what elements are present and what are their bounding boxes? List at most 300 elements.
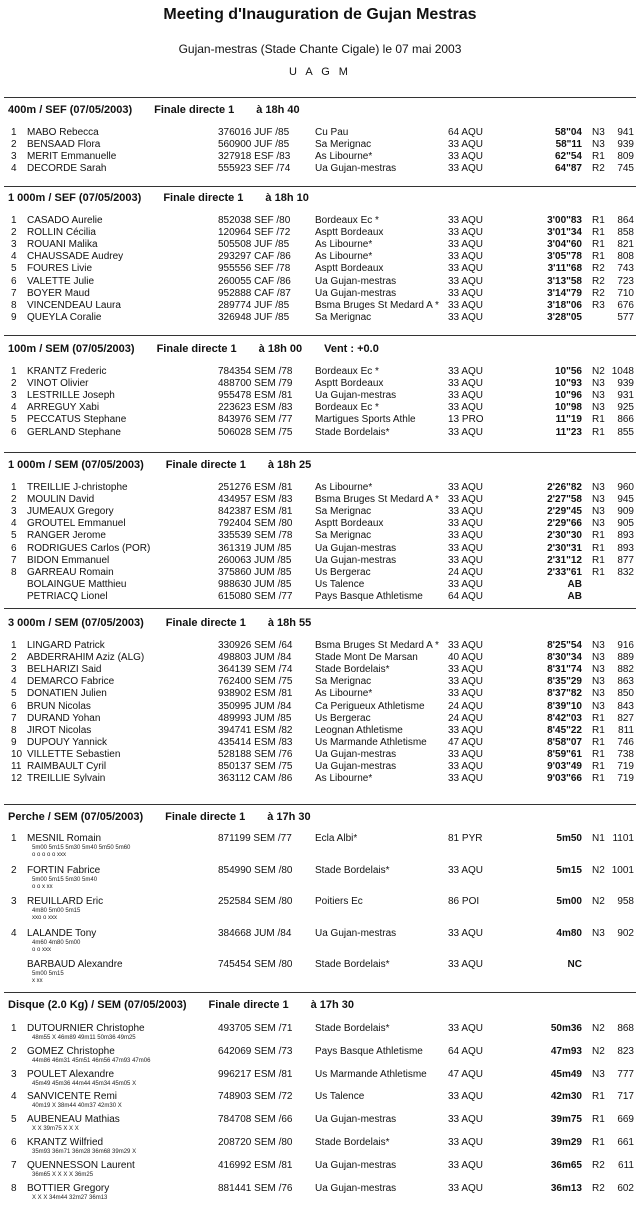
result-name: ARREGUY Xabi [27, 402, 100, 414]
result-name: GARREAU Romain [27, 566, 114, 578]
result-niv: N3 [592, 700, 605, 712]
result-license: 498803 JUM /84 [218, 652, 292, 664]
result-name: AUBENEAU Mathias [27, 1114, 120, 1126]
result-row [0, 414, 640, 426]
attempts-line: x xx [32, 978, 43, 984]
result-niv: N3 [592, 402, 605, 414]
result-license: 784708 SEM /66 [218, 1114, 293, 1126]
result-dept: 33 AQU [448, 578, 484, 590]
result-pts: 717 [617, 1091, 634, 1103]
result-row [0, 300, 640, 312]
result-row [0, 366, 640, 378]
result-perf: 58"11 [555, 139, 582, 151]
result-license: 843976 SEM /77 [218, 414, 293, 426]
result-name: REUILLARD Eric [27, 896, 104, 907]
result-pts: 743 [617, 263, 634, 275]
meeting-venue-date: Gujan-mestras (Stade Chante Cigale) le 07 mai 2003 [178, 42, 462, 56]
result-name: MOULIN David [27, 494, 95, 506]
result-name: FOURES Livie [27, 263, 93, 275]
result-dept: 24 AQU [448, 566, 484, 578]
result-row [0, 151, 640, 163]
result-rank: 7 [11, 1159, 17, 1171]
result-niv: R1 [592, 773, 605, 785]
result-niv: R1 [592, 227, 605, 239]
result-dept: 33 AQU [448, 664, 484, 676]
result-niv: N3 [592, 688, 605, 700]
result-license: 376016 JUF /85 [218, 127, 290, 138]
result-perf: 8'39"10 [547, 700, 582, 712]
result-license: 260055 CAF /86 [218, 275, 291, 287]
result-rank: 2 [11, 864, 17, 876]
result-club: Us Marmande Athletisme [315, 1068, 427, 1080]
result-license: 762400 SEM /75 [218, 676, 293, 688]
result-row [0, 227, 640, 239]
result-license: 289774 JUF /85 [218, 299, 290, 311]
result-license: 745454 SEM /80 [218, 959, 293, 970]
result-perf: 58"04 [555, 127, 582, 138]
organizer: U A G M [289, 66, 351, 78]
result-dept: 33 AQU [448, 554, 484, 566]
result-dept: 33 AQU [448, 518, 484, 530]
result-perf: 3'00"83 [547, 215, 582, 226]
result-name: DEMARCO Fabrice [27, 676, 115, 688]
result-club: Stade Bordelais* [315, 426, 390, 438]
result-rank: 1 [11, 833, 17, 844]
result-perf: 2'30"30 [547, 530, 582, 542]
result-license: 506028 SEM /75 [218, 426, 293, 438]
result-rank: 11 [11, 761, 22, 772]
result-club: Sa Merignac [315, 530, 372, 542]
result-club: Us Bergerac [315, 712, 371, 724]
result-niv: R1 [592, 1137, 605, 1148]
result-dept: 33 AQU [448, 864, 484, 876]
result-dept: 40 AQU [448, 652, 484, 664]
result-row [0, 494, 640, 506]
result-pts: 902 [617, 927, 634, 939]
result-perf: 36m65 [550, 1159, 582, 1171]
result-dept: 86 POI [448, 896, 480, 907]
result-name: POULET Alexandre [27, 1068, 115, 1080]
result-club: Us Marmande Athletisme [315, 736, 427, 748]
result-dept: 33 AQU [448, 761, 484, 772]
result-club: Ua Gujan-mestras [315, 287, 397, 299]
result-pts: 877 [617, 554, 634, 566]
result-perf: 11"23 [555, 426, 582, 438]
result-club: Ca Perigueux Athletisme [315, 700, 425, 712]
result-name: JUMEAUX Gregory [27, 506, 114, 518]
result-niv: R2 [592, 1159, 605, 1171]
result-dept: 64 AQU [448, 590, 484, 602]
result-license: 850137 SEM /75 [218, 761, 293, 772]
result-perf: 3'18"06 [547, 299, 582, 311]
result-rank: 2 [11, 139, 17, 151]
result-rank: 8 [11, 566, 17, 578]
result-license: 293297 CAF /86 [218, 251, 291, 263]
result-dept: 33 AQU [448, 366, 484, 377]
result-rank: 3 [11, 664, 17, 676]
result-niv: N3 [592, 494, 605, 506]
result-pts: 863 [617, 676, 634, 688]
result-row [0, 518, 640, 530]
result-dept: 33 AQU [448, 688, 484, 700]
result-club: Asptt Bordeaux [315, 263, 384, 275]
result-club: Martigues Sports Athle [315, 414, 416, 426]
result-license: 938902 ESM /81 [218, 688, 293, 700]
result-perf: 9'03"66 [547, 773, 582, 785]
page-title: Meeting d'Inauguration de Gujan Mestras [163, 6, 477, 23]
result-row [0, 402, 640, 414]
event-time: à 17h 30 [267, 811, 311, 823]
result-club: As Libourne* [315, 151, 373, 163]
result-row [0, 761, 640, 773]
result-name: DUPOUY Yannick [27, 736, 108, 748]
result-license: 416992 ESM /81 [218, 1159, 293, 1171]
result-license: 375860 JUM /85 [218, 566, 292, 578]
result-rank: 6 [11, 1137, 17, 1148]
result-row [0, 749, 640, 761]
result-name: BENSAAD Flora [27, 139, 101, 151]
result-perf: 5m00 [556, 896, 582, 907]
result-perf: 62"54 [555, 151, 582, 163]
result-perf: 5m15 [556, 864, 582, 876]
result-name: ROLLIN Cécilia [27, 227, 96, 239]
result-rank: 4 [11, 251, 17, 263]
result-rank: 6 [11, 542, 17, 554]
result-row [0, 688, 640, 700]
result-name: TREILLIE Sylvain [27, 773, 106, 785]
event-header [8, 459, 333, 471]
result-niv: N3 [592, 652, 605, 664]
result-pts: 882 [617, 664, 634, 676]
result-dept: 33 AQU [448, 1023, 484, 1034]
result-perf: 8'35"29 [547, 676, 582, 688]
result-rank: 5 [11, 1114, 17, 1126]
result-license: 251276 ESM /81 [218, 482, 293, 493]
result-pts: 1001 [611, 864, 634, 876]
result-name: QUENNESSON Laurent [27, 1159, 135, 1171]
result-niv: N3 [592, 390, 605, 402]
result-pts: 669 [617, 1114, 634, 1126]
result-license: 842387 ESM /81 [218, 506, 293, 518]
result-rank: 9 [11, 311, 17, 323]
attempts-line: 5m00 5m15 5m30 5m40 5m50 5m60 [32, 845, 131, 851]
result-niv: N3 [592, 127, 605, 138]
result-perf: 3'13"58 [547, 275, 582, 287]
attempts-line: 5m00 5m15 [32, 971, 64, 977]
result-row [0, 652, 640, 664]
result-name: QUEYLA Coralie [27, 311, 102, 323]
result-perf: 8'25"54 [547, 640, 582, 651]
result-niv: R1 [592, 736, 605, 748]
result-pts: 611 [618, 1159, 634, 1171]
result-dept: 33 AQU [448, 676, 484, 688]
result-row [0, 865, 640, 877]
result-niv: R2 [592, 275, 605, 287]
result-pts: 866 [617, 414, 634, 426]
result-pts: 843 [617, 700, 634, 712]
result-pts: 905 [617, 518, 634, 530]
result-perf: 8'30"34 [547, 652, 582, 664]
result-rank: 4 [11, 927, 17, 939]
result-club: Ua Gujan-mestras [315, 554, 397, 566]
result-rank: 5 [11, 688, 17, 700]
result-license: 335539 SEM /78 [218, 530, 293, 542]
result-niv: R1 [592, 151, 605, 163]
result-dept: 33 AQU [448, 959, 484, 970]
result-name: JIROT Nicolas [27, 724, 92, 736]
result-row [0, 1023, 640, 1035]
result-license: 361319 JUM /85 [218, 542, 292, 554]
attempts-line: 4m80 5m00 5m15 [32, 908, 81, 914]
result-rank: 5 [11, 530, 17, 542]
result-row [0, 579, 640, 591]
result-club: Asptt Bordeaux [315, 378, 384, 390]
result-dept: 33 AQU [448, 927, 484, 939]
result-name: ROUANI Malika [27, 239, 98, 251]
result-niv: R1 [592, 748, 605, 760]
result-perf: 64"87 [555, 163, 582, 175]
result-dept: 33 AQU [448, 773, 484, 785]
result-row [0, 896, 640, 908]
result-dept: 33 AQU [448, 275, 484, 287]
result-pts: 1101 [612, 833, 634, 844]
event-final: Finale directe 1 [163, 192, 244, 204]
result-name: RODRIGUES Carlos (POR) [27, 542, 151, 554]
result-dept: 33 AQU [448, 402, 484, 414]
event-final: Finale directe 1 [154, 104, 235, 116]
result-license: 528188 SEM /76 [218, 748, 293, 760]
result-row [0, 1091, 640, 1103]
result-pts: 676 [617, 299, 634, 311]
result-perf: 8'31"74 [547, 664, 582, 676]
result-name: VALETTE Julie [27, 275, 95, 287]
result-niv: N2 [592, 1045, 605, 1057]
result-club: As Libourne* [315, 482, 373, 493]
result-perf: 42m30 [550, 1091, 582, 1103]
result-rank: 1 [11, 215, 17, 226]
result-row [0, 427, 640, 439]
event-event: 400m / SEF (07/05/2003) [8, 104, 133, 116]
result-pts: 855 [617, 426, 634, 438]
result-dept: 33 AQU [448, 287, 484, 299]
result-name: TREILLIE J-christophe [27, 482, 128, 493]
result-rank: 1 [11, 482, 17, 493]
result-rank: 5 [11, 263, 17, 275]
result-rank: 4 [11, 676, 17, 688]
result-club: Ua Gujan-mestras [315, 275, 397, 287]
attempts-line: o o o o o xxx [32, 852, 67, 858]
result-name: ABDERRAHIM Aziz (ALG) [27, 652, 145, 664]
result-rank: 8 [11, 299, 17, 311]
attempts-line: 48m55 X 46m89 49m11 50m36 49m25 [32, 1035, 136, 1041]
result-pts: 811 [618, 724, 634, 736]
result-dept: 64 AQU [448, 1045, 484, 1057]
event-header [8, 999, 376, 1011]
result-rank: 3 [11, 506, 17, 518]
result-license: 260063 JUM /85 [218, 554, 292, 566]
result-name: KRANTZ Wilfried [27, 1137, 104, 1148]
result-name: BOYER Maud [27, 287, 90, 299]
result-row [0, 1046, 640, 1058]
result-pts: 945 [617, 494, 634, 506]
result-rank: 8 [11, 724, 17, 736]
result-perf: 2'31"12 [547, 554, 582, 566]
attempts-line: 35m93 36m71 36m28 36m68 39m29 X [32, 1149, 137, 1155]
result-dept: 33 AQU [448, 239, 484, 251]
result-row [0, 312, 640, 324]
result-niv: R2 [592, 163, 605, 175]
result-perf: 2'29"66 [547, 518, 582, 530]
result-perf: 4m80 [556, 927, 582, 939]
result-club: Us Talence [315, 578, 365, 590]
result-row [0, 591, 640, 603]
event-event: 100m / SEM (07/05/2003) [8, 343, 135, 355]
result-pts: 821 [617, 239, 634, 251]
result-club: Bordeaux Ec * [315, 215, 379, 226]
result-license: 252584 SEM /80 [218, 896, 293, 907]
result-pts: 864 [617, 215, 634, 226]
result-name: CHAUSSADE Audrey [27, 251, 124, 263]
result-niv: N3 [592, 1068, 605, 1080]
result-license: 988630 JUM /85 [218, 578, 292, 590]
result-perf: 2'29"45 [547, 506, 582, 518]
result-rank: 1 [11, 640, 17, 651]
result-license: 327918 ESF /83 [218, 151, 291, 163]
result-perf: NC [567, 959, 582, 970]
result-license: 615080 SEM /77 [218, 590, 293, 602]
attempts-line: 36m65 X X X X 36m25 [32, 1171, 94, 1178]
result-perf: 2'33"61 [547, 566, 582, 578]
result-name: SANVICENTE Remi [27, 1091, 118, 1103]
result-row [0, 482, 640, 494]
result-name: GOMEZ Christophe [27, 1045, 115, 1057]
result-row [0, 664, 640, 676]
result-license: 955478 ESM /81 [218, 390, 293, 402]
result-license: 493705 SEM /71 [218, 1023, 293, 1034]
result-row [0, 959, 640, 971]
result-name: DONATIEN Julien [27, 688, 107, 700]
result-name: BRUN Nicolas [27, 700, 91, 712]
result-niv: N3 [592, 506, 605, 518]
result-niv: N3 [592, 139, 605, 151]
result-niv: N3 [592, 927, 605, 939]
result-dept: 33 AQU [448, 640, 484, 651]
result-rank: 1 [11, 1023, 17, 1034]
result-club: Us Talence [315, 1091, 365, 1103]
result-row [0, 713, 640, 725]
result-license: 852038 SEF /80 [218, 215, 291, 226]
result-niv: N2 [592, 366, 605, 377]
result-row [0, 215, 640, 227]
result-license: 871199 SEM /77 [218, 833, 292, 844]
result-name: LALANDE Tony [27, 927, 97, 939]
event-time: à 18h 25 [267, 459, 312, 471]
result-license: 952888 CAF /87 [218, 287, 291, 299]
result-rank: 2 [11, 652, 17, 664]
result-license: 854990 SEM /80 [218, 864, 293, 876]
result-rank: 4 [11, 402, 17, 414]
result-name: GERLAND Stephane [27, 426, 121, 438]
result-license: 435414 ESM /83 [218, 736, 293, 748]
result-name: MESNIL Romain [27, 833, 102, 844]
event-extra: Vent : +0.0 [324, 343, 379, 355]
result-name: BELHARIZI Said [27, 664, 102, 676]
result-pts: 958 [617, 896, 634, 907]
result-name: FORTIN Fabrice [27, 864, 101, 876]
result-club: Bsma Bruges St Medard A * [315, 299, 439, 311]
result-license: 560900 JUF /85 [218, 139, 290, 151]
result-dept: 33 AQU [448, 494, 484, 506]
result-niv: R1 [592, 1091, 605, 1103]
result-club: Ua Gujan-mestras [315, 748, 397, 760]
result-rank: 3 [11, 390, 17, 402]
result-pts: 809 [617, 151, 634, 163]
event-final: Finale directe 1 [156, 343, 237, 355]
result-club: Poitiers Ec [315, 896, 363, 907]
result-rank: 3 [11, 1068, 17, 1080]
result-dept: 33 AQU [448, 1114, 484, 1126]
result-pts: 827 [617, 712, 634, 724]
result-rank: 3 [11, 239, 17, 251]
result-niv: N3 [592, 518, 605, 530]
result-pts: 808 [617, 251, 634, 263]
result-perf: 8'59"61 [547, 748, 582, 760]
result-perf: 9'03"49 [547, 761, 582, 772]
result-name: BOLAINGUE Matthieu [27, 578, 127, 590]
result-license: 555923 SEF /74 [218, 163, 291, 175]
result-niv: R1 [592, 530, 605, 542]
result-dept: 33 AQU [448, 542, 484, 554]
result-row [0, 1160, 640, 1172]
result-rank: 8 [11, 1182, 17, 1194]
result-club: Pays Basque Athletisme [315, 1045, 423, 1057]
result-license: 394741 ESM /82 [218, 724, 293, 736]
result-club: Bsma Bruges St Medard A * [315, 640, 439, 651]
result-dept: 33 AQU [448, 748, 484, 760]
result-dept: 33 AQU [448, 139, 484, 151]
result-club: As Libourne* [315, 251, 373, 263]
event-final: Finale directe 1 [165, 811, 246, 823]
result-pts: 577 [617, 311, 634, 323]
result-niv: N3 [592, 640, 605, 651]
result-club: Asptt Bordeaux [315, 518, 384, 530]
result-pts: 931 [617, 390, 634, 402]
result-dept: 33 AQU [448, 1182, 484, 1194]
result-license: 488700 SEM /79 [218, 378, 293, 390]
result-niv: R1 [592, 1114, 605, 1126]
result-dept: 47 AQU [448, 736, 484, 748]
result-niv: R2 [592, 287, 605, 299]
result-row [0, 555, 640, 567]
result-row [0, 288, 640, 300]
result-niv: R1 [592, 761, 605, 772]
result-club: As Libourne* [315, 773, 373, 785]
result-perf: 10"56 [555, 366, 582, 377]
result-club: Pays Basque Athletisme [315, 590, 423, 602]
event-header [8, 811, 333, 823]
result-dept: 33 AQU [448, 482, 484, 493]
result-row [0, 530, 640, 542]
result-pts: 850 [617, 688, 634, 700]
result-row [0, 1114, 640, 1126]
result-perf: 3'01"34 [547, 227, 582, 239]
result-pts: 960 [617, 482, 634, 493]
result-license: 505508 JUF /85 [218, 239, 290, 251]
result-pts: 916 [617, 640, 634, 651]
result-rank: 3 [11, 151, 17, 163]
result-club: Asptt Bordeaux [315, 227, 384, 239]
result-row [0, 676, 640, 688]
